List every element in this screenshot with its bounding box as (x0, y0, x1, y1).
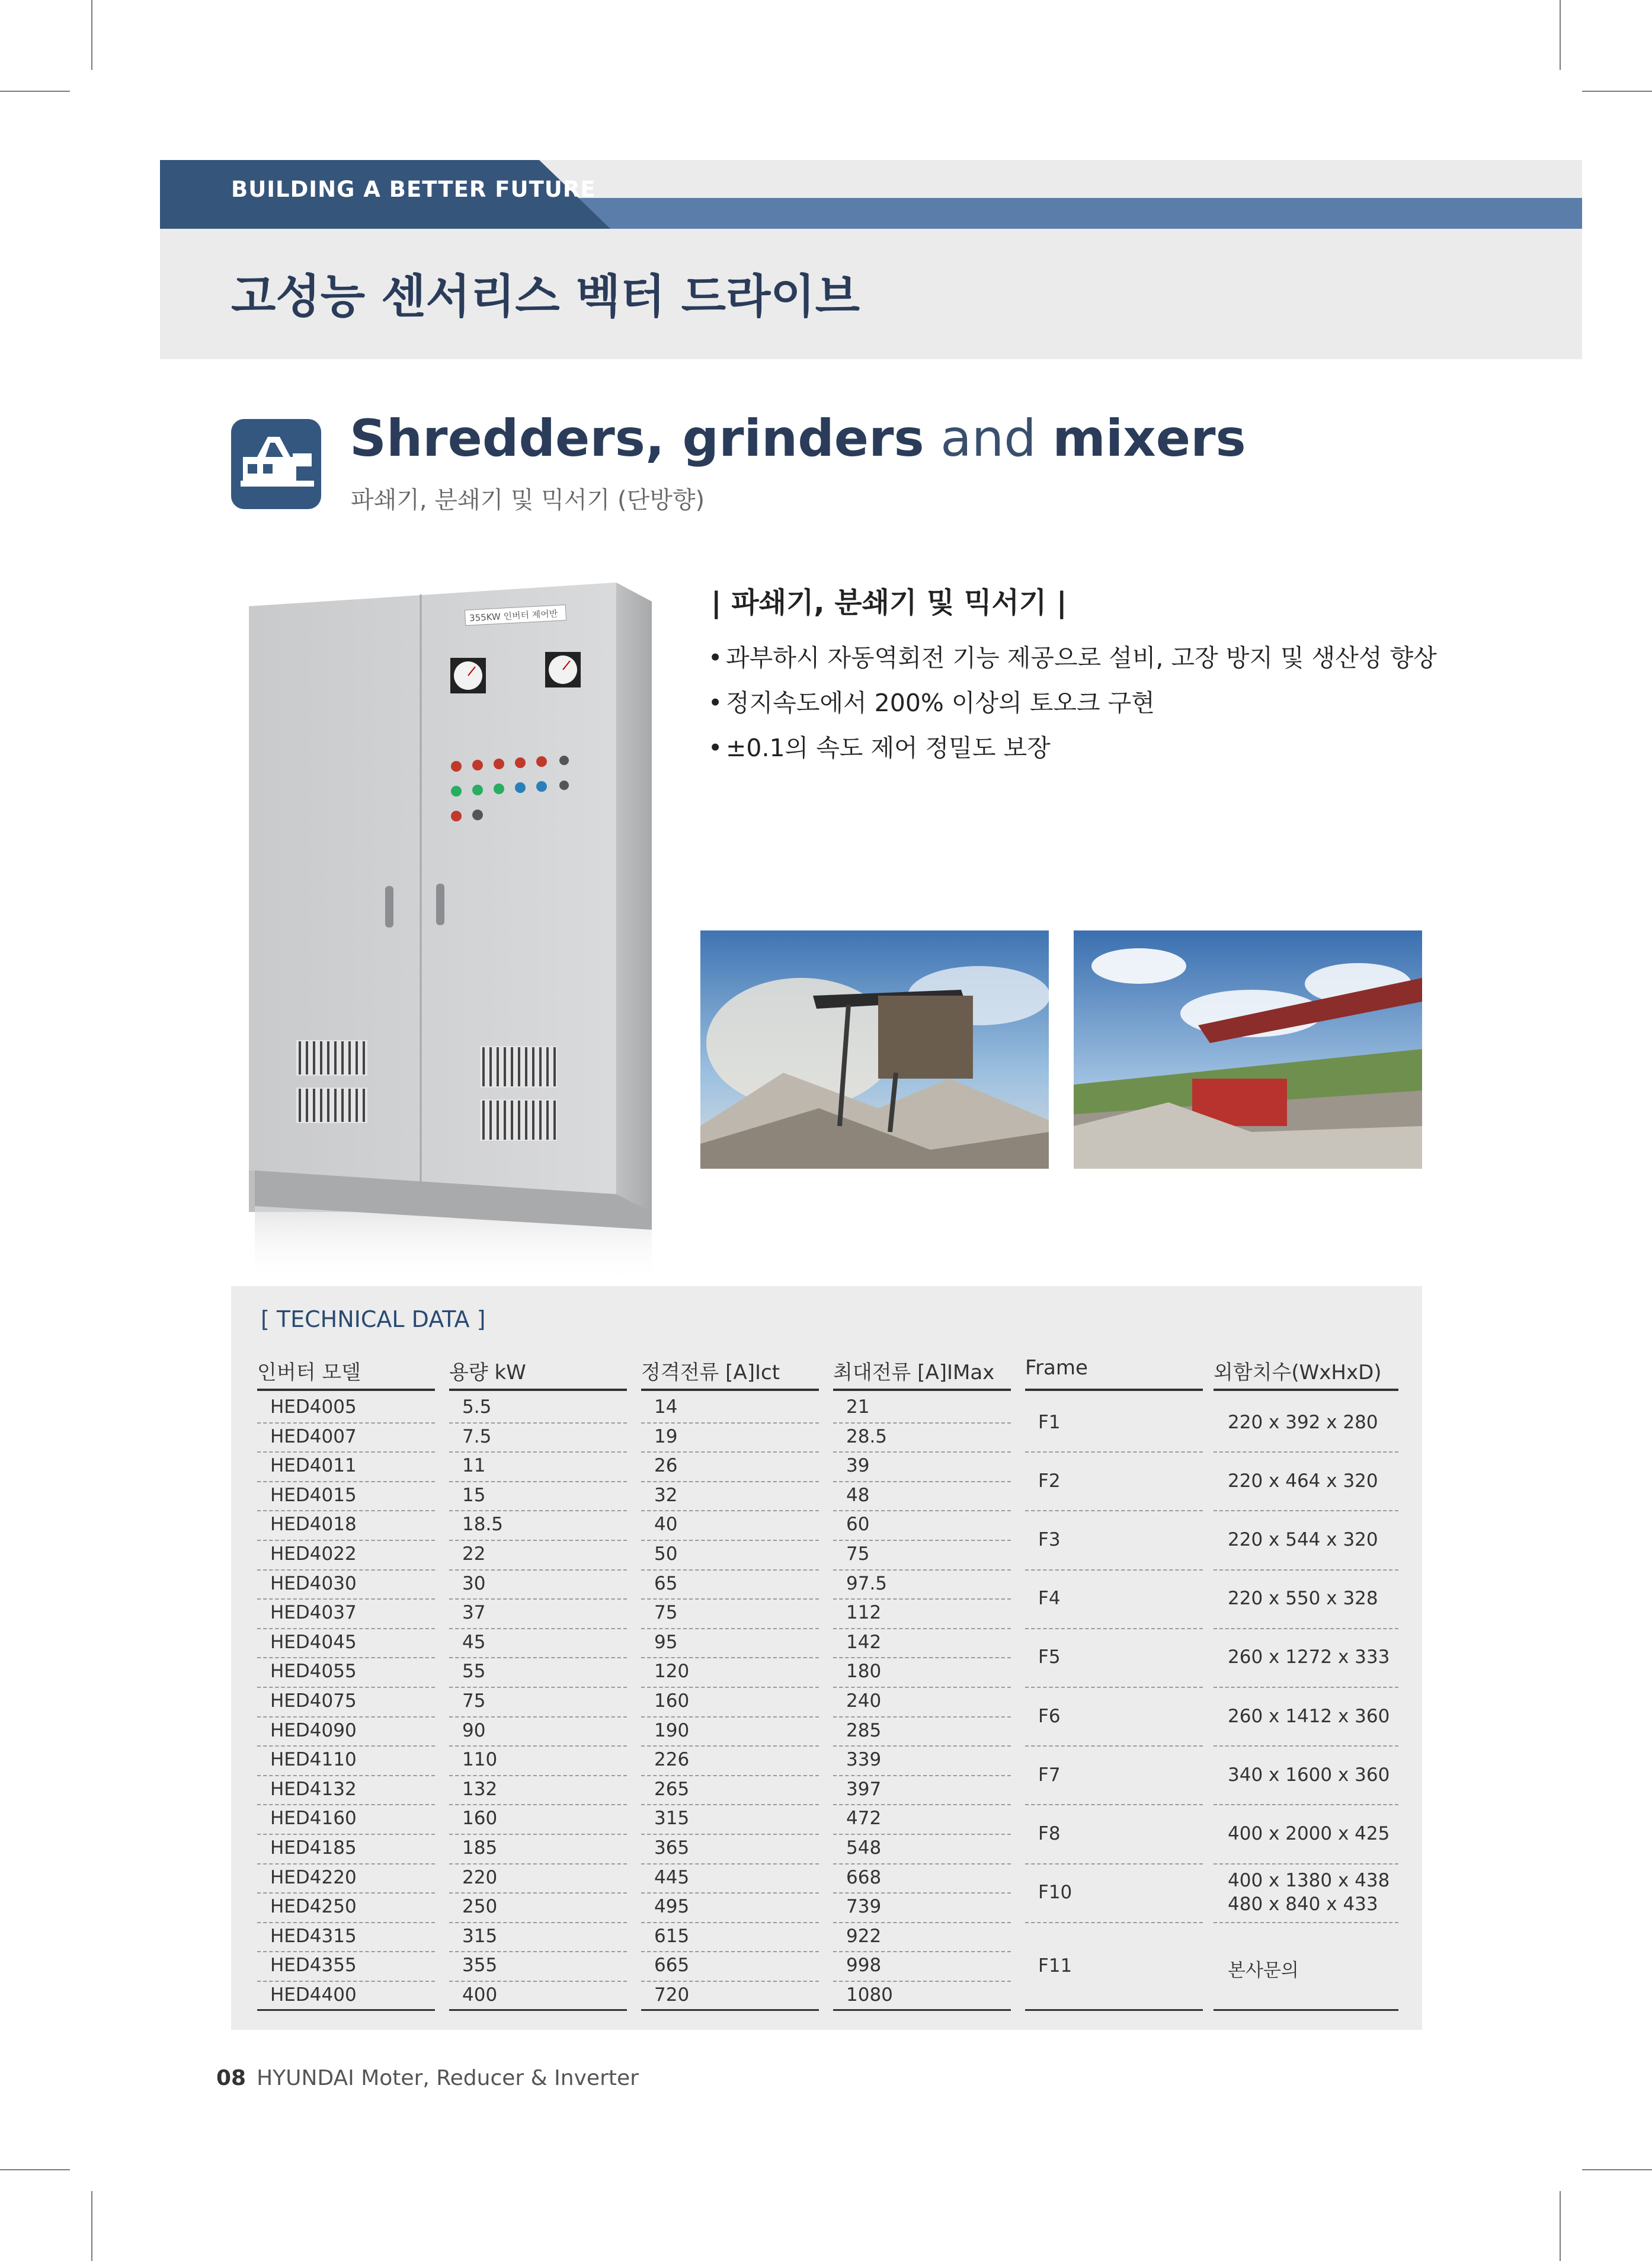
capacity-cell: 37 (462, 1602, 486, 1624)
row-divider (833, 1569, 1011, 1571)
row-divider (833, 1863, 1011, 1865)
row-divider (833, 1481, 1011, 1482)
capacity-cell: 132 (462, 1778, 498, 1800)
model-cell: HED4250 (270, 1896, 357, 1918)
section-subtitle: 파쇄기, 분쇄기 및 믹서기 (단방향) (351, 487, 705, 514)
row-divider (833, 1892, 1011, 1894)
row-divider (257, 1628, 435, 1629)
feature-item: • ±0.1의 속도 제어 정밀도 보장 (708, 734, 1051, 762)
inverter-cabinet-image (243, 578, 658, 1283)
row-divider (257, 1657, 435, 1658)
row-divider (641, 1834, 819, 1835)
model-cell: HED4110 (270, 1749, 357, 1771)
capacity-cell: 7.5 (462, 1425, 492, 1447)
row-divider (833, 1716, 1011, 1718)
rated-current-cell: 495 (654, 1896, 690, 1918)
column-header-rule (833, 1389, 1011, 1391)
row-divider (257, 1540, 435, 1541)
capacity-cell: 11 (462, 1455, 486, 1477)
rated-current-cell: 226 (654, 1749, 690, 1771)
row-divider (449, 1745, 627, 1747)
rated-current-cell: 665 (654, 1955, 690, 1977)
table-end-rule (641, 2009, 819, 2011)
max-current-cell: 28.5 (846, 1425, 888, 1447)
model-cell: HED4007 (270, 1425, 357, 1447)
row-divider (449, 1451, 627, 1453)
row-divider (449, 1834, 627, 1835)
row-divider (449, 1775, 627, 1776)
dimension-cell: 480 x 840 x 433 (1228, 1894, 1378, 1915)
frame-divider (1025, 1451, 1203, 1453)
column-header-rule (1025, 1389, 1203, 1391)
capacity-cell: 250 (462, 1896, 498, 1918)
frame-divider (1025, 1745, 1203, 1747)
row-divider (641, 1540, 819, 1541)
model-cell: HED4160 (270, 1808, 357, 1830)
max-current-cell: 397 (846, 1778, 882, 1800)
row-divider (833, 1598, 1011, 1600)
rated-current-cell: 720 (654, 1984, 690, 2006)
frame-cell: F3 (1038, 1529, 1061, 1550)
frame-divider (1025, 1863, 1203, 1865)
rated-current-cell: 40 (654, 1514, 678, 1536)
technical-data-title: [ TECHNICAL DATA ] (261, 1306, 486, 1332)
cabinet-label-text: 355KW 인버터 제어반 (469, 608, 558, 624)
capacity-cell: 400 (462, 1984, 498, 2006)
crusher-photo-left (700, 930, 1049, 1169)
capacity-cell: 30 (462, 1572, 486, 1594)
row-divider (257, 1775, 435, 1776)
row-divider (833, 1687, 1011, 1688)
row-divider (641, 1598, 819, 1600)
capacity-cell: 5.5 (462, 1396, 492, 1418)
section-title-part2: mixers (1052, 409, 1246, 468)
crop-mark (1582, 2169, 1652, 2170)
rated-current-cell: 265 (654, 1778, 690, 1800)
column-header-rule (1214, 1389, 1398, 1391)
column-header-rule (449, 1389, 627, 1391)
rated-current-cell: 445 (654, 1866, 690, 1888)
max-current-cell: 668 (846, 1866, 882, 1888)
frame-cell: F8 (1038, 1823, 1061, 1844)
row-divider (641, 1716, 819, 1718)
frame-cell: F7 (1038, 1764, 1061, 1786)
column-header-rule (641, 1389, 819, 1391)
rated-current-cell: 120 (654, 1661, 690, 1683)
max-current-cell: 97.5 (846, 1572, 888, 1594)
row-divider (257, 1863, 435, 1865)
model-cell: HED4075 (270, 1690, 357, 1712)
section-title-and: and (924, 409, 1053, 468)
row-divider (641, 1628, 819, 1629)
feature-item-text: 과부하시 자동역회전 기능 제공으로 설비, 고장 방지 및 생산성 향상 (726, 644, 1437, 672)
frame-divider (1214, 1628, 1398, 1629)
row-divider (449, 1863, 627, 1865)
row-divider (833, 1981, 1011, 1982)
row-divider (449, 1804, 627, 1805)
row-divider (257, 1922, 435, 1923)
table-end-rule (833, 2009, 1011, 2011)
model-cell: HED4315 (270, 1925, 357, 1947)
model-cell: HED4005 (270, 1396, 357, 1418)
row-divider (641, 1951, 819, 1952)
rated-current-cell: 65 (654, 1572, 678, 1594)
row-divider (449, 1892, 627, 1894)
row-divider (257, 1951, 435, 1952)
rated-current-cell: 32 (654, 1484, 678, 1506)
frame-divider (1214, 1510, 1398, 1511)
row-divider (833, 1951, 1011, 1952)
column-header: 최대전류 [A]IMax (833, 1361, 995, 1384)
row-divider (257, 1598, 435, 1600)
table-end-rule (257, 2009, 435, 2011)
column-header: 인버터 모델 (257, 1361, 361, 1384)
table-end-rule (1025, 2009, 1203, 2011)
rated-current-cell: 160 (654, 1690, 690, 1712)
rated-current-cell: 365 (654, 1837, 690, 1859)
crop-mark (91, 0, 92, 70)
frame-cell: F4 (1038, 1588, 1061, 1610)
row-divider (641, 1657, 819, 1658)
frame-cell: F2 (1038, 1470, 1061, 1492)
model-cell: HED4220 (270, 1866, 357, 1888)
page-number: 08 (216, 2066, 246, 2090)
row-divider (449, 1628, 627, 1629)
section-title-part1: Shredders, grinders (350, 409, 924, 468)
rated-current-cell: 315 (654, 1808, 690, 1830)
row-divider (257, 1892, 435, 1894)
row-divider (833, 1540, 1011, 1541)
feature-item-text: 정지속도에서 200% 이상의 토오크 구현 (726, 689, 1155, 717)
capacity-cell: 90 (462, 1719, 486, 1741)
max-current-cell: 998 (846, 1955, 882, 1977)
rated-current-cell: 95 (654, 1631, 678, 1653)
rated-current-cell: 50 (654, 1543, 678, 1565)
dimension-cell: 400 x 2000 x 425 (1228, 1823, 1390, 1844)
feature-heading: | 파쇄기, 분쇄기 및 믹서기 | (711, 586, 1067, 619)
rated-current-cell: 75 (654, 1602, 678, 1624)
row-divider (449, 1922, 627, 1923)
column-header-rule (257, 1389, 435, 1391)
max-current-cell: 112 (846, 1602, 882, 1624)
dimension-cell: 220 x 392 x 280 (1228, 1411, 1378, 1433)
dimension-cell: 본사문의 (1228, 1960, 1299, 1982)
row-divider (449, 1657, 627, 1658)
page-header (160, 160, 1582, 359)
model-cell: HED4400 (270, 1984, 357, 2006)
row-divider (257, 1687, 435, 1688)
row-divider (641, 1981, 819, 1982)
feature-item: • 정지속도에서 200% 이상의 토오크 구현 (708, 689, 1155, 717)
crusher-machine-icon (231, 419, 321, 509)
header-tagline: BUILDING A BETTER FUTURE (231, 177, 596, 202)
frame-cell: F5 (1038, 1646, 1061, 1668)
frame-cell: F6 (1038, 1705, 1061, 1727)
row-divider (641, 1804, 819, 1805)
frame-cell: F1 (1038, 1411, 1061, 1433)
row-divider (449, 1951, 627, 1952)
row-divider (833, 1922, 1011, 1923)
crop-mark (1560, 0, 1561, 70)
rated-current-cell: 14 (654, 1396, 678, 1418)
dimension-cell: 220 x 550 x 328 (1228, 1588, 1378, 1610)
section-title (350, 409, 1246, 468)
column-header: 정격전류 [A]Ict (641, 1361, 780, 1384)
feature-list (708, 640, 1437, 775)
capacity-cell: 220 (462, 1866, 498, 1888)
row-divider (257, 1451, 435, 1453)
capacity-cell: 18.5 (462, 1514, 504, 1536)
row-divider (257, 1834, 435, 1835)
row-divider (257, 1804, 435, 1805)
frame-cell: F10 (1038, 1882, 1072, 1904)
dimension-cell: 260 x 1412 x 360 (1228, 1705, 1390, 1727)
row-divider (833, 1422, 1011, 1424)
model-cell: HED4037 (270, 1602, 357, 1624)
row-divider (641, 1892, 819, 1894)
max-current-cell: 339 (846, 1749, 882, 1771)
capacity-cell: 75 (462, 1690, 486, 1712)
frame-divider (1025, 1804, 1203, 1805)
row-divider (833, 1451, 1011, 1453)
capacity-cell: 160 (462, 1808, 498, 1830)
row-divider (257, 1981, 435, 1982)
model-cell: HED4045 (270, 1631, 357, 1653)
max-current-cell: 39 (846, 1455, 870, 1477)
max-current-cell: 922 (846, 1925, 882, 1947)
max-current-cell: 1080 (846, 1984, 893, 2006)
column-header: 외함치수(WxHxD) (1214, 1361, 1382, 1384)
row-divider (833, 1510, 1011, 1511)
frame-divider (1214, 1922, 1398, 1923)
max-current-cell: 60 (846, 1514, 870, 1536)
frame-divider (1025, 1510, 1203, 1511)
row-divider (257, 1569, 435, 1571)
crop-mark (0, 2169, 70, 2170)
table-end-rule (1214, 2009, 1398, 2011)
page-title: 고성능 센서리스 벡터 드라이브 (231, 270, 860, 324)
capacity-cell: 22 (462, 1543, 486, 1565)
frame-divider (1025, 1687, 1203, 1688)
frame-divider (1214, 1804, 1398, 1805)
dimension-cell: 220 x 464 x 320 (1228, 1470, 1378, 1492)
max-current-cell: 240 (846, 1690, 882, 1712)
frame-divider (1214, 1451, 1398, 1453)
max-current-cell: 739 (846, 1896, 882, 1918)
row-divider (641, 1687, 819, 1688)
model-cell: HED4011 (270, 1455, 357, 1477)
max-current-cell: 180 (846, 1661, 882, 1683)
row-divider (257, 1481, 435, 1482)
rated-current-cell: 190 (654, 1719, 690, 1741)
row-divider (641, 1775, 819, 1776)
table-end-rule (449, 2009, 627, 2011)
column-header: 용량 kW (449, 1361, 526, 1384)
frame-divider (1025, 1922, 1203, 1923)
row-divider (833, 1628, 1011, 1629)
frame-divider (1025, 1569, 1203, 1571)
frame-divider (1214, 1863, 1398, 1865)
capacity-cell: 55 (462, 1661, 486, 1683)
row-divider (641, 1481, 819, 1482)
frame-divider (1214, 1569, 1398, 1571)
row-divider (257, 1745, 435, 1747)
row-divider (449, 1481, 627, 1482)
capacity-cell: 355 (462, 1955, 498, 1977)
feature-item-text: ±0.1의 속도 제어 정밀도 보장 (726, 734, 1051, 762)
row-divider (833, 1775, 1011, 1776)
capacity-cell: 315 (462, 1925, 498, 1947)
max-current-cell: 21 (846, 1396, 870, 1418)
model-cell: HED4132 (270, 1778, 357, 1800)
row-divider (257, 1716, 435, 1718)
row-divider (449, 1569, 627, 1571)
technical-data-table (231, 1286, 1422, 2030)
row-divider (449, 1716, 627, 1718)
frame-divider (1025, 1628, 1203, 1629)
crop-mark (1560, 2191, 1561, 2261)
row-divider (641, 1863, 819, 1865)
footer-text: HYUNDAI Moter, Reducer & Inverter (257, 2066, 639, 2090)
max-current-cell: 472 (846, 1808, 882, 1830)
column-header: Frame (1025, 1356, 1088, 1380)
crop-mark (1582, 91, 1652, 92)
max-current-cell: 548 (846, 1837, 882, 1859)
row-divider (641, 1922, 819, 1923)
row-divider (641, 1422, 819, 1424)
dimension-cell: 340 x 1600 x 360 (1228, 1764, 1390, 1786)
crop-mark (0, 91, 70, 92)
row-divider (449, 1422, 627, 1424)
row-divider (449, 1981, 627, 1982)
model-cell: HED4355 (270, 1955, 357, 1977)
capacity-cell: 45 (462, 1631, 486, 1653)
model-cell: HED4055 (270, 1661, 357, 1683)
row-divider (257, 1510, 435, 1511)
row-divider (641, 1510, 819, 1511)
max-current-cell: 285 (846, 1719, 882, 1741)
row-divider (449, 1687, 627, 1688)
row-divider (449, 1598, 627, 1600)
max-current-cell: 75 (846, 1543, 870, 1565)
dimension-cell: 220 x 544 x 320 (1228, 1529, 1378, 1550)
row-divider (833, 1834, 1011, 1835)
max-current-cell: 48 (846, 1484, 870, 1506)
capacity-cell: 110 (462, 1749, 498, 1771)
capacity-cell: 185 (462, 1837, 498, 1859)
capacity-cell: 15 (462, 1484, 486, 1506)
max-current-cell: 142 (846, 1631, 882, 1653)
dimension-cell: 400 x 1380 x 438 (1228, 1870, 1390, 1892)
feature-item: • 과부하시 자동역회전 기능 제공으로 설비, 고장 방지 및 생산성 향상 (708, 644, 1437, 672)
row-divider (833, 1804, 1011, 1805)
row-divider (833, 1745, 1011, 1747)
rated-current-cell: 26 (654, 1455, 678, 1477)
row-divider (641, 1451, 819, 1453)
model-cell: HED4015 (270, 1484, 357, 1506)
row-divider (641, 1569, 819, 1571)
frame-divider (1214, 1687, 1398, 1688)
row-divider (449, 1540, 627, 1541)
page-footer (216, 2066, 639, 2090)
row-divider (641, 1745, 819, 1747)
rated-current-cell: 615 (654, 1925, 690, 1947)
rated-current-cell: 19 (654, 1425, 678, 1447)
crusher-photo-right (1074, 930, 1422, 1169)
model-cell: HED4018 (270, 1514, 357, 1536)
model-cell: HED4090 (270, 1719, 357, 1741)
row-divider (833, 1657, 1011, 1658)
row-divider (449, 1510, 627, 1511)
model-cell: HED4185 (270, 1837, 357, 1859)
dimension-cell: 260 x 1272 x 333 (1228, 1646, 1390, 1668)
row-divider (257, 1422, 435, 1424)
model-cell: HED4022 (270, 1543, 357, 1565)
model-cell: HED4030 (270, 1572, 357, 1594)
frame-cell: F11 (1038, 1955, 1072, 1977)
frame-divider (1214, 1745, 1398, 1747)
crop-mark (91, 2191, 92, 2261)
